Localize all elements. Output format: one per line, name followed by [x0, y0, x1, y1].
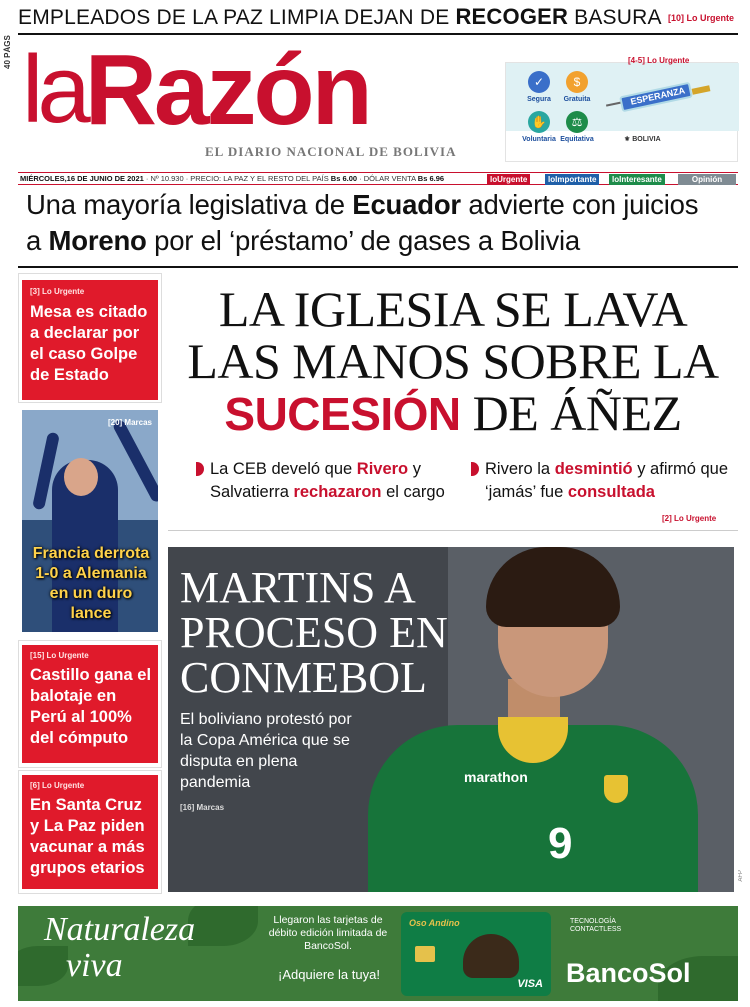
dateline-bar [18, 172, 738, 185]
news-card-tag: [3] Lo Urgente [30, 287, 85, 296]
main-ref: [2] Lo Urgente [662, 514, 717, 523]
card-title: Oso Andino [409, 918, 460, 928]
logo-la: la [22, 36, 85, 143]
vaccine-label-voluntaria: Voluntaria [522, 136, 556, 143]
logo-razon: Razón [84, 34, 370, 146]
contactless-label: TECNOLOGÍA CONTACTLESS [570, 918, 622, 933]
main-headline[interactable] [168, 283, 738, 440]
syringe-text: ESPERANZA [629, 85, 686, 107]
ad-message: Llegaron las tarjetas de débito edición limitada de BancoSol. [268, 914, 388, 952]
vaccine-label-segura: Segura [527, 96, 551, 103]
bolivia-seal: ⚜ BOLIVIA [624, 136, 661, 143]
top-teaser[interactable] [18, 4, 738, 32]
news-card-tag: [20] Marcas [107, 418, 152, 427]
bancosol-ad[interactable] [18, 906, 738, 1001]
news-card-mesa[interactable] [22, 280, 158, 400]
news-card-headline: Castillo gana el balotaje en Perú al 100% del cómputo [30, 666, 152, 747]
bullet-icon [196, 462, 204, 476]
section-tab-lourgente[interactable]: loUrgente [487, 174, 530, 185]
subpoint-rivero: Rivero la desmintió y afirmó que ‘jamás’ fue consultada [485, 458, 730, 504]
section-rule [168, 530, 738, 531]
news-card-vacunas[interactable] [22, 775, 158, 889]
news-card-headline: Mesa es citado a declarar por el caso Golpe de Estado [30, 303, 148, 384]
news-card-francia[interactable] [22, 410, 158, 632]
ecuador-headline[interactable] [18, 187, 738, 267]
bullet-icon [471, 462, 479, 476]
main-headline-line-2: LAS MANOS SOBRE LA [187, 333, 719, 389]
ad-lettering: Naturaleza viva [44, 911, 196, 984]
ad-cta[interactable]: ¡Adquiere la tuya! [278, 967, 380, 982]
news-card-castillo[interactable] [22, 645, 158, 763]
photo-credit: AFP [738, 870, 744, 882]
visa-logo: VISA [517, 978, 543, 990]
martins-dek: El boliviano protestó por la Copa América que se disputa en plena pandemia [180, 711, 352, 791]
ecuador-ref: [4-5] Lo Urgente [628, 56, 690, 65]
debit-card [401, 912, 551, 996]
martins-ref: [16] Marcas [180, 803, 225, 812]
vaccine-label-equitativa: Equitativa [560, 136, 594, 143]
dateline: MIÉRCOLES,16 DE JUNIO DE 2021 · Nº 10.930 · PRECIO: LA PAZ Y EL RESTO DEL PAÍS Bs 6.00 · DÓLAR VENTA Bs 6.96 [20, 174, 445, 183]
news-card-headline: Francia derrota 1-0 a Alemania en un duro lance [32, 545, 150, 622]
news-card-headline: En Santa Cruz y La Paz piden vacunar a más grupos etarios [30, 796, 145, 877]
section-tab-opinion[interactable]: Opinión [678, 174, 736, 185]
scales-icon: ⚖ [566, 111, 588, 133]
bancosol-logo: BancoSol [566, 958, 691, 988]
main-headline-line-3: SUCESIÓN DE ÁÑEZ [224, 385, 682, 441]
ecuador-line-1: Una mayoría legislativa de Ecuador advierte con juicios [26, 189, 699, 220]
vaccine-ad[interactable] [505, 62, 738, 162]
subpoint-ceb: La CEB develó que Rivero y Salvatierra rechazaron el cargo [210, 458, 460, 504]
tagline: EL DIARIO NACIONAL DE BOLIVIA [205, 144, 457, 159]
crest-icon [604, 775, 628, 803]
vaccine-label-gratuita: Gratuita [563, 96, 591, 103]
chip-icon [415, 946, 435, 962]
syringe-icon [606, 81, 718, 111]
news-card-tag: [6] Lo Urgente [30, 781, 85, 790]
raised-hand-icon: ✋ [528, 111, 550, 133]
news-card-tag: [15] Lo Urgente [30, 651, 89, 660]
martins-feature[interactable] [168, 547, 734, 892]
newspaper-logo[interactable] [22, 34, 482, 150]
main-headline-line-1: LA IGLESIA SE LAVA [218, 281, 688, 337]
top-teaser-bold: RECOGER [455, 4, 569, 29]
shirt-brand: marathon [464, 769, 528, 785]
top-teaser-text: EMPLEADOS DE LA PAZ LIMPIA DEJAN DE RECOGER BASURA [18, 4, 662, 29]
ecuador-line-2: a Moreno por el ‘préstamo’ de gases a Bolivia [26, 225, 580, 256]
shirt-number: 9 [548, 819, 573, 868]
section-tab-loimportante[interactable]: loImportante [545, 174, 599, 185]
top-teaser-ref: [10] Lo Urgente [667, 13, 734, 23]
section-rule [18, 266, 738, 268]
bear-icon [463, 934, 519, 978]
page-count: 40 PÁGS [3, 35, 12, 69]
martins-headline: MARTINS A PROCESO EN CONMEBOL [180, 563, 448, 702]
section-tab-lointeresante[interactable]: loInteresante [609, 174, 665, 185]
shield-icon: ✓ [528, 71, 550, 93]
coin-icon: $ [566, 71, 588, 93]
